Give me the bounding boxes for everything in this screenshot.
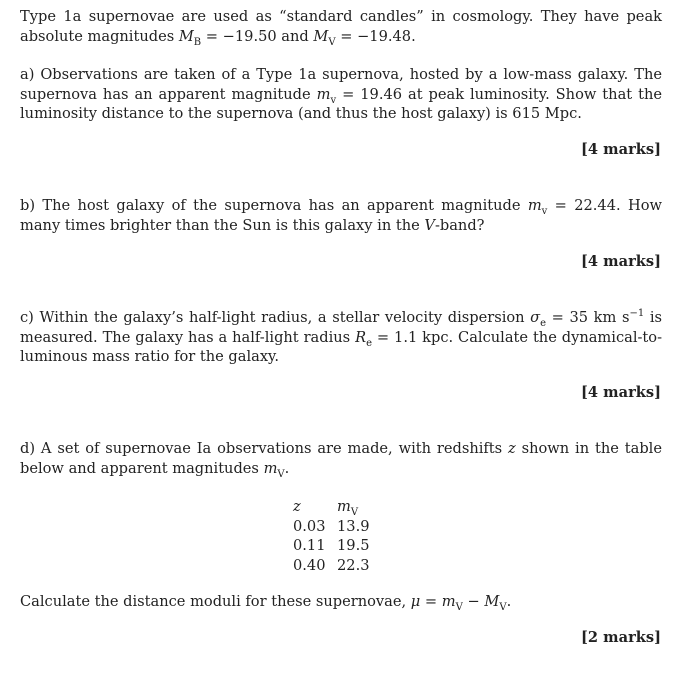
table-cell-z: 0.03 bbox=[293, 517, 326, 535]
minus-sign: − bbox=[462, 593, 485, 610]
question-a-text-end: = 19.46 at peak luminosity. Show that the luminosity distance to the supernova (and thus the host galaxy) is 615 Mpc. bbox=[20, 85, 662, 122]
question-d-text-end: . bbox=[284, 459, 290, 477]
m-subscript: v bbox=[541, 205, 548, 217]
question-a-text: a) Observations are taken of a Type 1a supernova, hosted by a low-mass galaxy. The supernova has an apparent magnitude bbox=[20, 66, 662, 103]
question-d-text-mid: shown in the table below and apparent magnitudes bbox=[20, 440, 662, 477]
sigma-exponent: −1 bbox=[629, 308, 645, 320]
marks-b: [4 marks] bbox=[581, 253, 661, 270]
abs-mv-symbol: M bbox=[484, 593, 500, 610]
mb-value: = −19.50 and bbox=[201, 27, 314, 45]
radius-subscript: e bbox=[366, 337, 372, 349]
intro-paragraph bbox=[20, 7, 662, 46]
question-c-text-mid: is measured. The galaxy has a half-light radius bbox=[20, 309, 662, 346]
table-cell-mv: 19.5 bbox=[337, 537, 370, 554]
mv-subscript: V bbox=[328, 36, 336, 48]
redshift-magnitude-table bbox=[293, 497, 377, 575]
mv-header-subscript: V bbox=[350, 506, 359, 518]
mv-header-symbol: m bbox=[337, 498, 351, 515]
table-cell-mv: 13.9 bbox=[337, 517, 370, 535]
question-c-text: c) Within the galaxy’s half-light radius, a stellar velocity dispersion bbox=[20, 309, 531, 326]
m-subscript: V bbox=[277, 468, 285, 480]
mb-subscript: B bbox=[193, 36, 202, 48]
mv-value: = −19.48. bbox=[335, 27, 416, 45]
question-b-text-mid: = 22.44. How many times brighter than the Sun is this galaxy in the bbox=[20, 197, 662, 234]
table-header-row bbox=[293, 497, 377, 517]
table-header-z: z bbox=[293, 498, 301, 515]
question-c-text-end: = 1.1 kpc. Calculate the dynamical-to-luminous mass ratio for the galaxy. bbox=[20, 328, 662, 365]
question-d bbox=[20, 439, 662, 478]
calc-text: Calculate the distance moduli for these supernovae, bbox=[20, 593, 411, 610]
question-c bbox=[20, 308, 662, 367]
table-row bbox=[293, 556, 377, 576]
radius-symbol: R bbox=[355, 328, 367, 346]
m-symbol: m bbox=[263, 459, 278, 477]
sigma-value: = 35 km s bbox=[546, 309, 630, 326]
m-symbol: m bbox=[316, 85, 331, 103]
marks-d: [2 marks] bbox=[581, 629, 661, 646]
question-b bbox=[20, 196, 662, 235]
intro-text: Type 1a supernovae are used as “standard candles” in cosmology. They have peak absolute magnitudes bbox=[20, 8, 662, 45]
question-d-text: d) A set of supernovae Ia observations are made, with redshifts bbox=[20, 440, 509, 457]
sigma-symbol: σ bbox=[530, 309, 541, 326]
table-cell-z: 0.40 bbox=[293, 556, 326, 574]
marks-c: [4 marks] bbox=[581, 384, 661, 401]
table-cell-z: 0.11 bbox=[293, 537, 326, 554]
table-cell-mv: 22.3 bbox=[337, 556, 370, 574]
marks-a: [4 marks] bbox=[581, 141, 661, 158]
question-b-text: b) The host galaxy of the supernova has an apparent magnitude bbox=[20, 197, 528, 214]
m-subscript: v bbox=[330, 94, 337, 106]
abs-mv-subscript: V bbox=[499, 601, 507, 613]
mb-symbol: M bbox=[178, 27, 194, 45]
z-symbol: z bbox=[508, 440, 516, 457]
distance-moduli-question bbox=[20, 592, 662, 612]
question-b-text-end: -band? bbox=[434, 216, 485, 234]
table-row bbox=[293, 517, 377, 537]
table-header-mv bbox=[337, 497, 377, 517]
calc-text-end: . bbox=[506, 593, 512, 610]
question-a bbox=[20, 65, 662, 124]
mu-symbol: μ bbox=[410, 593, 421, 610]
mv-symbol: M bbox=[313, 27, 329, 45]
table-row bbox=[293, 536, 377, 556]
m-symbol: m bbox=[527, 197, 542, 214]
mv-symbol: m bbox=[441, 593, 456, 610]
band-symbol: V bbox=[424, 216, 435, 234]
sigma-subscript: e bbox=[540, 317, 547, 329]
mv-subscript: V bbox=[455, 601, 463, 613]
equals-sign: = bbox=[420, 593, 442, 610]
